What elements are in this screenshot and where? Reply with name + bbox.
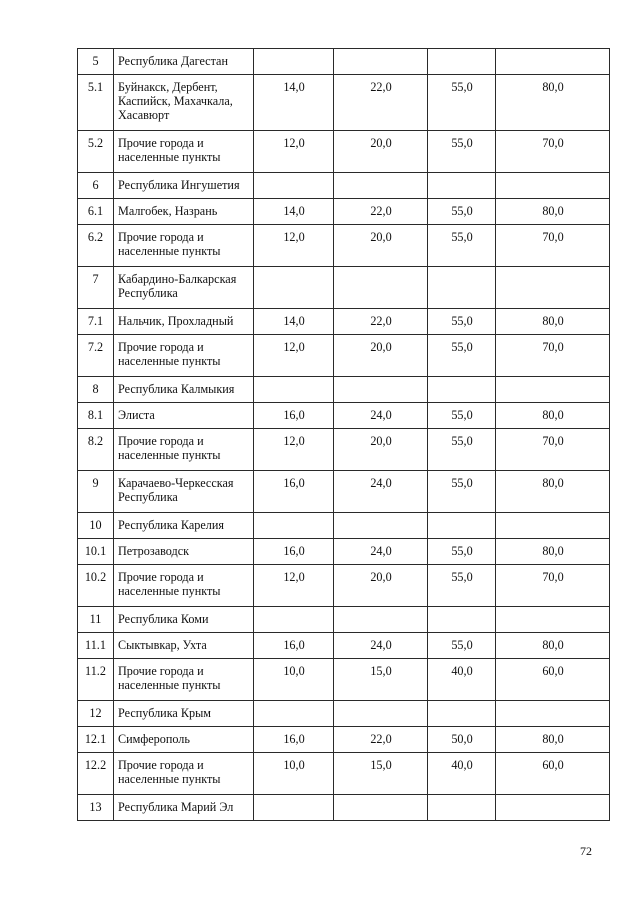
- table-row: [78, 199, 610, 225]
- table-row-region: [78, 513, 610, 539]
- row-number: 6.2: [78, 225, 114, 267]
- value-cell-4: 60,0: [496, 659, 610, 701]
- row-number: 6: [78, 173, 114, 199]
- locality-name: Прочие города и населенные пункты: [114, 659, 254, 701]
- value-cell-2: 15,0: [334, 753, 428, 795]
- value-cell-4: 80,0: [496, 539, 610, 565]
- value-cell-3: 55,0: [428, 471, 496, 513]
- table-row: [78, 309, 610, 335]
- value-cell-3: 55,0: [428, 131, 496, 173]
- tariff-table: [77, 48, 610, 821]
- value-cell-1: 14,0: [254, 309, 334, 335]
- value-cell-1: 16,0: [254, 471, 334, 513]
- row-number: 11.2: [78, 659, 114, 701]
- value-cell-3: 50,0: [428, 727, 496, 753]
- region-name: Республика Карелия: [114, 513, 254, 539]
- locality-name: Прочие города и населенные пункты: [114, 335, 254, 377]
- value-cell-4: [496, 49, 610, 75]
- value-cell-3: 40,0: [428, 659, 496, 701]
- value-cell-4: 70,0: [496, 429, 610, 471]
- value-cell-1: 10,0: [254, 659, 334, 701]
- value-cell-1: 14,0: [254, 199, 334, 225]
- locality-name: Прочие города и населенные пункты: [114, 225, 254, 267]
- value-cell-2: [334, 795, 428, 821]
- table-row: [78, 727, 610, 753]
- value-cell-2: 20,0: [334, 565, 428, 607]
- value-cell-1: [254, 513, 334, 539]
- value-cell-3: 40,0: [428, 753, 496, 795]
- table-row: [78, 633, 610, 659]
- table-row-region: [78, 471, 610, 513]
- value-cell-4: 70,0: [496, 565, 610, 607]
- row-number: 10.1: [78, 539, 114, 565]
- table-row-region: [78, 377, 610, 403]
- value-cell-2: 24,0: [334, 403, 428, 429]
- value-cell-4: 80,0: [496, 75, 610, 131]
- locality-name: Петрозаводск: [114, 539, 254, 565]
- row-number: 11: [78, 607, 114, 633]
- region-name: Республика Дагестан: [114, 49, 254, 75]
- row-number: 8: [78, 377, 114, 403]
- value-cell-3: 55,0: [428, 403, 496, 429]
- value-cell-2: 22,0: [334, 727, 428, 753]
- row-number: 12: [78, 701, 114, 727]
- region-name: Республика Коми: [114, 607, 254, 633]
- locality-name: Нальчик, Прохладный: [114, 309, 254, 335]
- value-cell-2: 20,0: [334, 429, 428, 471]
- row-number: 9: [78, 471, 114, 513]
- locality-name: Симферополь: [114, 727, 254, 753]
- row-number: 5.2: [78, 131, 114, 173]
- value-cell-3: 55,0: [428, 335, 496, 377]
- value-cell-3: 55,0: [428, 199, 496, 225]
- locality-name: Сыктывкар, Ухта: [114, 633, 254, 659]
- table-row-region: [78, 173, 610, 199]
- value-cell-1: 10,0: [254, 753, 334, 795]
- row-number: 12.2: [78, 753, 114, 795]
- value-cell-4: 80,0: [496, 727, 610, 753]
- value-cell-2: 24,0: [334, 539, 428, 565]
- value-cell-2: [334, 377, 428, 403]
- value-cell-4: [496, 173, 610, 199]
- value-cell-3: [428, 701, 496, 727]
- table-row: [78, 565, 610, 607]
- value-cell-2: 22,0: [334, 309, 428, 335]
- value-cell-4: 80,0: [496, 403, 610, 429]
- value-cell-4: [496, 607, 610, 633]
- value-cell-3: 55,0: [428, 565, 496, 607]
- value-cell-1: [254, 377, 334, 403]
- locality-name: Прочие города и населенные пункты: [114, 565, 254, 607]
- value-cell-3: 55,0: [428, 309, 496, 335]
- table-row: [78, 335, 610, 377]
- row-number: 5.1: [78, 75, 114, 131]
- row-number: 13: [78, 795, 114, 821]
- value-cell-3: 55,0: [428, 633, 496, 659]
- value-cell-4: [496, 701, 610, 727]
- value-cell-2: 20,0: [334, 335, 428, 377]
- value-cell-2: 15,0: [334, 659, 428, 701]
- value-cell-4: [496, 795, 610, 821]
- row-number: 8.1: [78, 403, 114, 429]
- region-name: Республика Крым: [114, 701, 254, 727]
- page-number: 72: [580, 844, 592, 858]
- value-cell-3: 55,0: [428, 75, 496, 131]
- value-cell-4: [496, 377, 610, 403]
- value-cell-3: 55,0: [428, 429, 496, 471]
- row-number: 10.2: [78, 565, 114, 607]
- row-number: 11.1: [78, 633, 114, 659]
- row-number: 10: [78, 513, 114, 539]
- table-row: [78, 225, 610, 267]
- table-row-region: [78, 607, 610, 633]
- locality-name: Прочие города и населенные пункты: [114, 753, 254, 795]
- value-cell-4: 70,0: [496, 225, 610, 267]
- table-row: [78, 753, 610, 795]
- value-cell-2: 22,0: [334, 75, 428, 131]
- value-cell-1: 12,0: [254, 429, 334, 471]
- value-cell-3: [428, 173, 496, 199]
- value-cell-1: 12,0: [254, 565, 334, 607]
- value-cell-1: 16,0: [254, 727, 334, 753]
- table-row-region: [78, 49, 610, 75]
- value-cell-2: [334, 513, 428, 539]
- value-cell-3: [428, 49, 496, 75]
- value-cell-1: 16,0: [254, 539, 334, 565]
- table-row: [78, 429, 610, 471]
- value-cell-2: 24,0: [334, 471, 428, 513]
- value-cell-4: 80,0: [496, 633, 610, 659]
- value-cell-1: [254, 173, 334, 199]
- region-name: Кабардино-Балкарская Республика: [114, 267, 254, 309]
- row-number: 7: [78, 267, 114, 309]
- row-number: 5: [78, 49, 114, 75]
- value-cell-1: 16,0: [254, 403, 334, 429]
- value-cell-4: 80,0: [496, 471, 610, 513]
- value-cell-2: 20,0: [334, 131, 428, 173]
- value-cell-1: 12,0: [254, 131, 334, 173]
- value-cell-1: [254, 267, 334, 309]
- region-name: Республика Калмыкия: [114, 377, 254, 403]
- table-row: [78, 75, 610, 131]
- value-cell-4: [496, 513, 610, 539]
- value-cell-2: 22,0: [334, 199, 428, 225]
- region-name: Карачаево-Черкесская Республика: [114, 471, 254, 513]
- table-row-region: [78, 701, 610, 727]
- region-name: Республика Марий Эл: [114, 795, 254, 821]
- value-cell-2: [334, 607, 428, 633]
- value-cell-4: [496, 267, 610, 309]
- row-number: 7.1: [78, 309, 114, 335]
- table-row: [78, 539, 610, 565]
- table-row: [78, 403, 610, 429]
- row-number: 8.2: [78, 429, 114, 471]
- table-row: [78, 659, 610, 701]
- value-cell-4: 70,0: [496, 131, 610, 173]
- locality-name: Прочие города и населенные пункты: [114, 429, 254, 471]
- table-row-region: [78, 795, 610, 821]
- value-cell-1: 12,0: [254, 335, 334, 377]
- value-cell-1: 16,0: [254, 633, 334, 659]
- value-cell-3: [428, 267, 496, 309]
- value-cell-4: 70,0: [496, 335, 610, 377]
- value-cell-3: [428, 795, 496, 821]
- value-cell-2: 24,0: [334, 633, 428, 659]
- value-cell-2: [334, 267, 428, 309]
- locality-name: Малгобек, Назрань: [114, 199, 254, 225]
- value-cell-1: 14,0: [254, 75, 334, 131]
- value-cell-4: 80,0: [496, 309, 610, 335]
- table-row: [78, 131, 610, 173]
- value-cell-3: [428, 377, 496, 403]
- value-cell-3: [428, 513, 496, 539]
- table-row-region: [78, 267, 610, 309]
- value-cell-1: [254, 701, 334, 727]
- value-cell-3: [428, 607, 496, 633]
- value-cell-1: [254, 795, 334, 821]
- value-cell-4: 60,0: [496, 753, 610, 795]
- value-cell-1: [254, 607, 334, 633]
- locality-name: Элиста: [114, 403, 254, 429]
- region-name: Республика Ингушетия: [114, 173, 254, 199]
- value-cell-3: 55,0: [428, 539, 496, 565]
- row-number: 12.1: [78, 727, 114, 753]
- value-cell-1: 12,0: [254, 225, 334, 267]
- row-number: 6.1: [78, 199, 114, 225]
- value-cell-3: 55,0: [428, 225, 496, 267]
- value-cell-2: [334, 701, 428, 727]
- value-cell-4: 80,0: [496, 199, 610, 225]
- table-body: [78, 49, 610, 821]
- row-number: 7.2: [78, 335, 114, 377]
- value-cell-1: [254, 49, 334, 75]
- value-cell-2: [334, 49, 428, 75]
- value-cell-2: 20,0: [334, 225, 428, 267]
- locality-name: Прочие города и населенные пункты: [114, 131, 254, 173]
- locality-name: Буйнакск, Дербент, Каспийск, Махачкала, Хасавюрт: [114, 75, 254, 131]
- value-cell-2: [334, 173, 428, 199]
